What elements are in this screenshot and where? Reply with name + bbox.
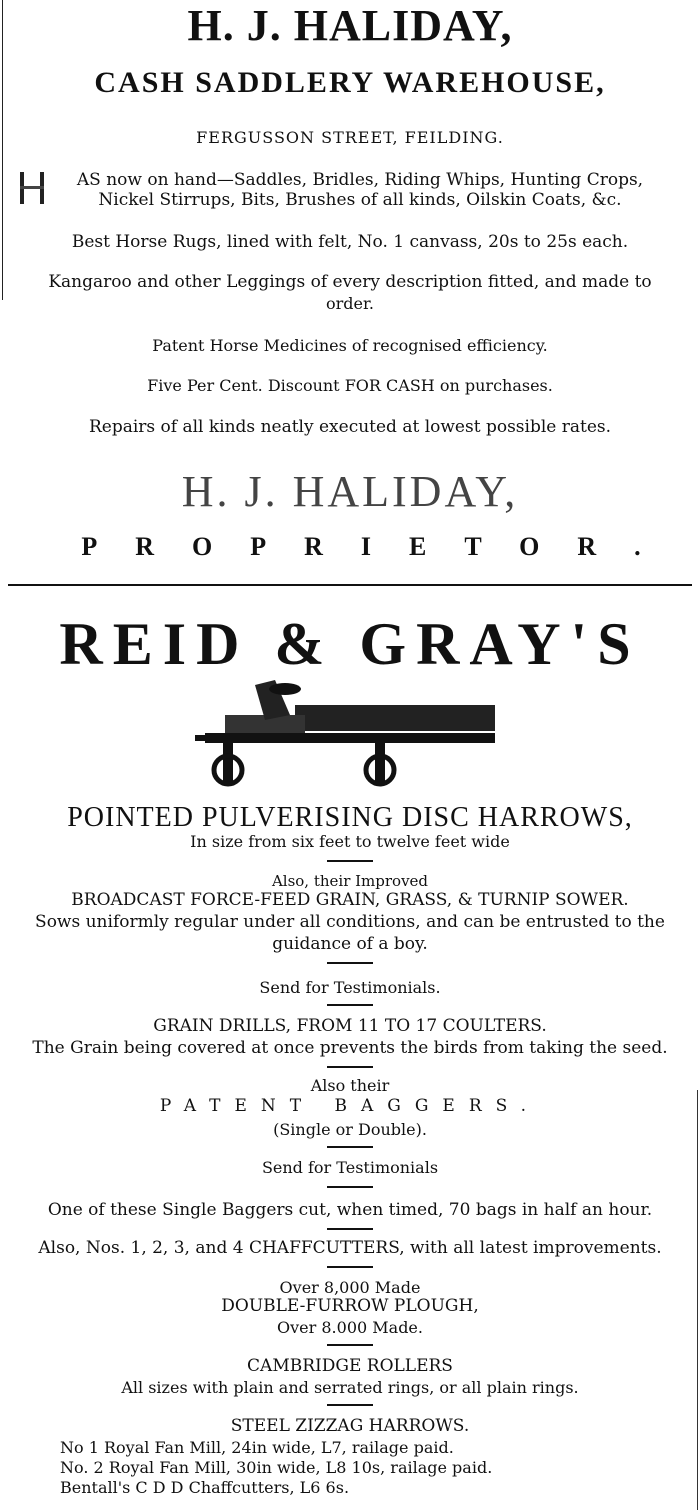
royal-fan-mill-no2: No. 2 Royal Fan Mill, 30in wide, L8 10s, railage paid.	[60, 1458, 493, 1477]
sower-description-line-1: Sows uniformly regular under all conditions, and can be entrusted to the	[35, 912, 665, 932]
short-rule	[327, 1228, 373, 1230]
stock-list-line-1: AS now on hand—Saddles, Bridles, Riding Whips, Hunting Crops,	[76, 170, 644, 190]
double-furrow-plough-heading: DOUBLE-FURROW PLOUGH,	[221, 1296, 479, 1316]
short-rule	[327, 1004, 373, 1006]
also-their-line: Also their	[310, 1076, 390, 1095]
send-testimonials-1: Send for Testimonials.	[259, 978, 441, 997]
reid-and-gray-heading: REID & GRAY'S	[59, 611, 641, 677]
stock-list-line-2: Nickel Stirrups, Bits, Brushes of all kinds, Oilskin Coats, &c.	[98, 190, 622, 210]
saddlery-warehouse-heading: CASH SADDLERY WAREHOUSE,	[94, 66, 606, 99]
over-8000-made-2: Over 8.000 Made.	[277, 1318, 423, 1337]
baggers-timed-line: One of these Single Baggers cut, when timed, 70 bags in half an hour.	[47, 1200, 653, 1220]
grain-drills-description: The Grain being covered at once prevents the birds from taking the seed.	[32, 1038, 668, 1058]
chaffcutters-line: Also, Nos. 1, 2, 3, and 4 CHAFFCUTTERS, with all latest improvements.	[38, 1238, 662, 1258]
haliday-name-heading: H. J. HALIDAY,	[187, 1, 513, 50]
bentall-chaffcutters: Bentall's C D D Chaffcutters, L6 6s.	[60, 1478, 350, 1497]
proprietor-label: PROPRIETOR.	[81, 532, 679, 561]
disc-harrows-heading: POINTED PULVERISING DISC HARROWS,	[67, 802, 633, 833]
cash-discount-line: Five Per Cent. Discount FOR CASH on purchases.	[147, 376, 553, 395]
short-rule	[327, 1266, 373, 1268]
patent-baggers-heading: PATENT BAGGERS.	[159, 1096, 541, 1116]
section-divider	[8, 584, 692, 586]
zigzag-harrows-heading: STEEL ZIZZAG HARROWS.	[230, 1416, 470, 1436]
leggings-line-1: Kangaroo and other Leggings of every description fitted, and made to	[48, 272, 652, 292]
short-rule	[327, 1344, 373, 1346]
short-rule	[327, 962, 373, 964]
leggings-line-2: order.	[326, 294, 374, 313]
haliday-signature: H. J. HALIDAY,	[181, 467, 519, 516]
short-rule	[327, 1146, 373, 1148]
repairs-line: Repairs of all kinds neatly executed at lowest possible rates.	[88, 417, 612, 437]
cambridge-rollers-heading: CAMBRIDGE ROLLERS	[247, 1356, 453, 1376]
harrows-size-line: In size from six feet to twelve feet wide	[190, 832, 510, 851]
horse-medicines-line: Patent Horse Medicines of recognised efficiency.	[152, 336, 548, 355]
short-rule	[327, 1186, 373, 1188]
short-rule	[327, 1066, 373, 1068]
cambridge-rollers-description: All sizes with plain and serrated rings, or all plain rings.	[121, 1378, 579, 1397]
broadcast-sower-heading: BROADCAST FORCE-FEED GRAIN, GRASS, & TURNIP SOWER.	[71, 890, 629, 910]
sower-description-line-2: guidance of a boy.	[272, 934, 428, 954]
also-improved-line: Also, their Improved	[271, 872, 429, 890]
send-testimonials-2: Send for Testimonials	[261, 1158, 439, 1177]
over-8000-made-1: Over 8,000 Made	[279, 1278, 421, 1297]
baggers-single-double: (Single or Double).	[273, 1120, 427, 1139]
short-rule	[327, 1404, 373, 1406]
grain-drills-heading: GRAIN DRILLS, FROM 11 TO 17 COULTERS.	[153, 1016, 547, 1036]
short-rule	[327, 860, 373, 862]
royal-fan-mill-no1: No 1 Royal Fan Mill, 24in wide, L7, railage paid.	[60, 1438, 454, 1457]
street-address: FERGUSSON STREET, FEILDING.	[196, 128, 504, 147]
horse-rugs-line: Best Horse Rugs, lined with felt, No. 1 canvass, 20s to 25s each.	[71, 232, 629, 252]
disc-harrow-illustration	[195, 675, 505, 795]
